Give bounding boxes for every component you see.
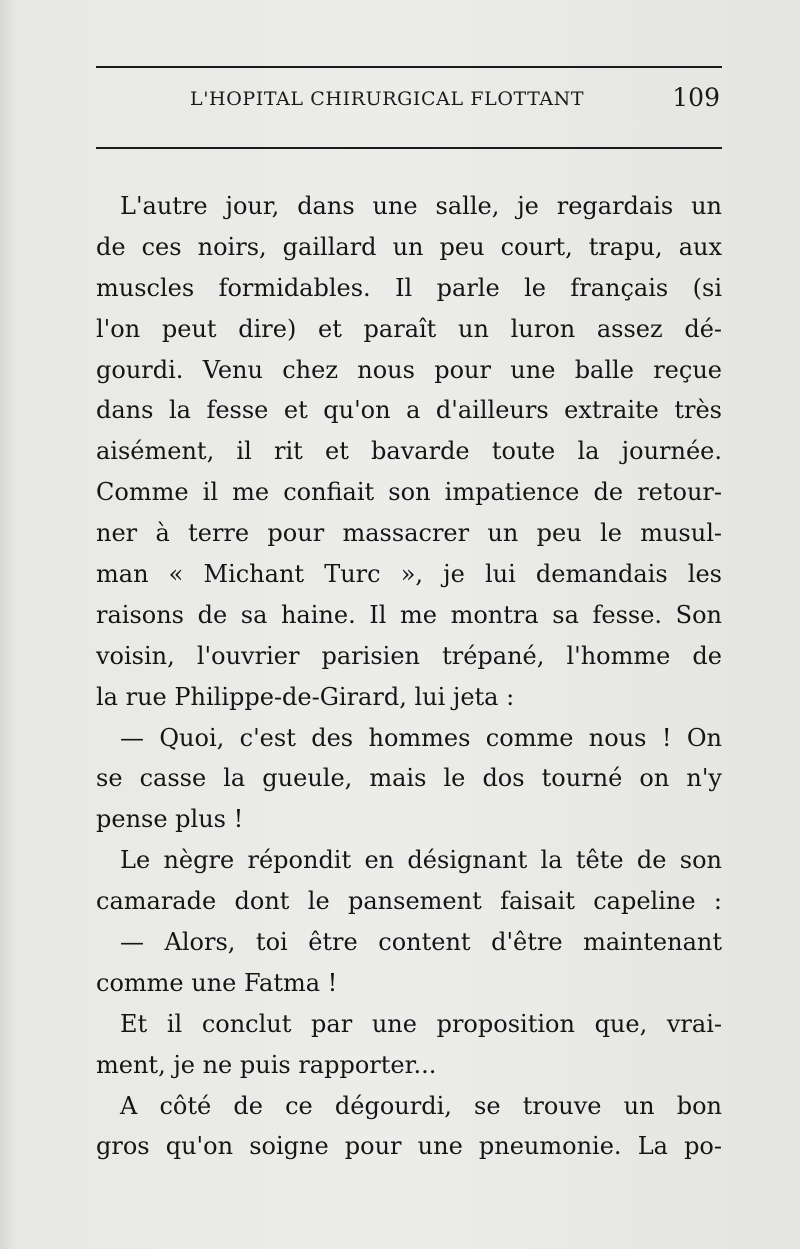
text-line: Comme il me confiait son impatience de retour- xyxy=(96,478,722,507)
text-line: Et il conclut par une proposition que, vrai- xyxy=(120,1009,722,1038)
text-line: Le nègre répondit en désignant la tête de son xyxy=(120,846,722,875)
text-line: la rue Philippe-de-Girard, lui jeta : xyxy=(96,682,515,711)
text-line: raisons de sa haine. Il me montra sa fesse. Son xyxy=(96,600,722,629)
text-line: — Alors, toi être content d'être maintenant xyxy=(120,928,722,957)
text-line: gros qu'on soigne pour une pneumonie. La po- xyxy=(96,1132,722,1161)
header-rule-top xyxy=(96,66,722,68)
text-line: A côté de ce dégourdi, se trouve un bon xyxy=(120,1091,722,1120)
text-line: voisin, l'ouvrier parisien trépané, l'homme de xyxy=(96,641,722,670)
header-rule-bottom xyxy=(96,147,722,149)
text-line: L'autre jour, dans une salle, je regardais un xyxy=(120,192,722,220)
body-text xyxy=(96,186,722,1167)
text-line: pense plus ! xyxy=(96,805,244,834)
running-title: L'HOPITAL CHIRURGICAL FLOTTANT xyxy=(190,88,585,110)
text-line: camarade dont le pansement faisait capeline : xyxy=(96,887,722,916)
text-line: aisément, il rit et bavarde toute la journée. xyxy=(96,437,722,466)
text-line: de ces noirs, gaillard un peu court, trapu, aux xyxy=(96,232,722,261)
text-line: se casse la gueule, mais le dos tourné on n'y xyxy=(96,764,722,793)
text-line: comme une Fatma ! xyxy=(96,968,338,997)
text-line: ner à terre pour massacrer un peu le musul- xyxy=(96,519,722,548)
text-line: man « Michant Turc », je lui demandais les xyxy=(96,560,722,589)
text-line: muscles formidables. Il parle le français (si xyxy=(96,273,722,302)
text-line: gourdi. Venu chez nous pour une balle reçue xyxy=(96,355,722,384)
text-line: dans la fesse et qu'on a d'ailleurs extraite très xyxy=(96,396,722,425)
text-line: — Quoi, c'est des hommes comme nous ! On xyxy=(120,723,722,752)
text-line: l'on peut dire) et paraît un luron assez dé- xyxy=(96,314,722,343)
page-number: 109 xyxy=(672,83,720,112)
text-line: ment, je ne puis rapporter... xyxy=(96,1050,437,1079)
